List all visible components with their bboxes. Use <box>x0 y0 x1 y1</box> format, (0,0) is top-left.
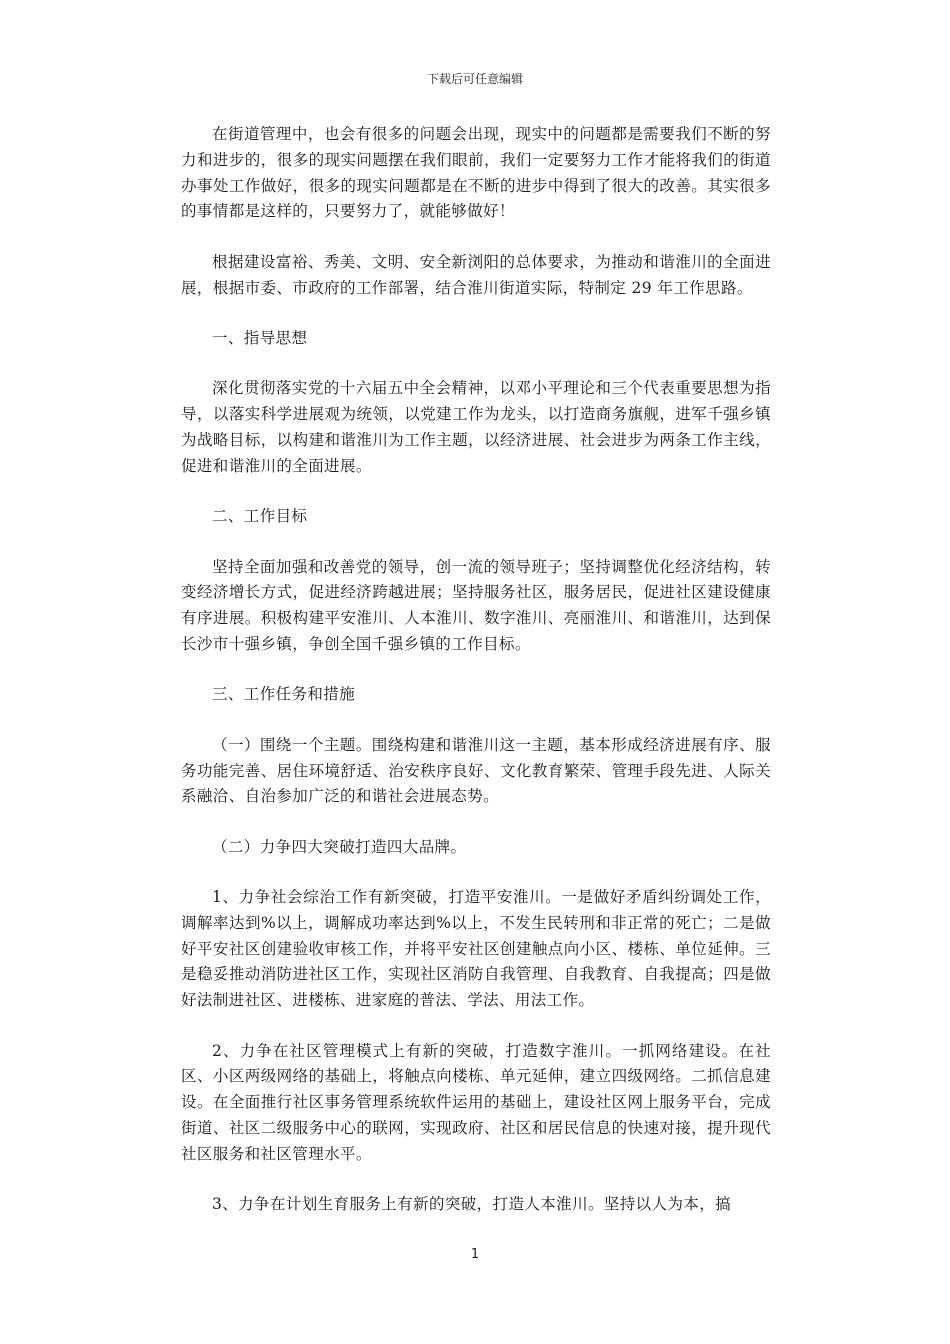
section-heading-tasks-measures: 三、工作任务和措施 <box>212 685 356 704</box>
paragraph-item-2: 2、力争在社区管理模式上有新的突破，打造数字淮川。一抓网络建设。在社区、小区两级网络的基础上，将触点向楼栋、单元延伸，建立四级网络。二抓信息建设。在全面推行社区事务管理系统软件运用的基础上，建设社区网上服务平台，完成街道、社区二级服务中心的联网，实现政府、社区和居民信息的快速对接，提升现代社区服务和社区管理水平。 <box>181 1041 771 1163</box>
page-header-note: 下载后可任意编辑 <box>426 72 523 86</box>
paragraph-item-1: 1、力争社会综治工作有新突破，打造平安淮川。一是做好矛盾纠纷调处工作，调解率达到%以上，调解成功率达到%以上，不发生民转刑和非正常的死亡；二是做好平安社区创建验收审核工作，并将平安社区创建触点向小区、楼栋、单位延伸。三是稳妥推动消防进社区工作，实现社区消防自我管理、自我教育、自我提高；四是做好法制进社区、进楼栋、进家庭的普法、学法、用法工作。 <box>181 888 771 1010</box>
paragraph-intro: 在街道管理中，也会有很多的问题会出现，现实中的问题都是需要我们不断的努力和进步的，很多的现实问题摆在我们眼前，我们一定要努力工作才能将我们的街道办事处工作做好，很多的现实问题都是在不断的进步中得到了很大的改善。其实很多的事情都是这样的，只要努力了，就能够做好！ <box>181 125 771 221</box>
section-heading-work-goals: 二、工作目标 <box>212 507 308 526</box>
paragraph-work-goals: 坚持全面加强和改善党的领导，创一流的领导班子；坚持调整优化经济结构，转变经济增长方式，促进经济跨越进展；坚持服务社区，服务居民，促进社区建设健康有序进展。积极构建平安淮川、人本淮川、数字淮川、亮丽淮川、和谐淮川，达到保长沙市十强乡镇，争创全国千强乡镇的工作目标。 <box>181 557 771 653</box>
paragraph-requirements: 根据建设富裕、秀美、文明、安全新浏阳的总体要求，为推动和谐淮川的全面进展，根据市委、市政府的工作部署，结合淮川街道实际，特制定 29 年工作思路。 <box>181 252 771 297</box>
paragraph-one-theme: （一）围绕一个主题。围绕构建和谐淮川这一主题，基本形成经济进展有序、服务功能完善、居住环境舒适、治安秩序良好、文化教育繁荣、管理手段先进、人际关系融洽、自治参加广泛的和谐社会进展态势。 <box>181 735 771 806</box>
page-number: 1 <box>470 1247 480 1262</box>
document-body <box>181 122 771 1243</box>
paragraph-item-3: 3、力争在计划生育服务上有新的突破，打造人本淮川。坚持以人为本，搞 <box>212 1195 732 1214</box>
paragraph-guiding-ideology: 深化贯彻落实党的十六届五中全会精神，以邓小平理论和三个代表重要思想为指导，以落实科学进展观为统领，以党建工作为龙头，以打造商务旗舰，进军千强乡镇为战略目标，以构建和谐淮川为工作主题，以经济进展、社会进步为两条工作主线，促进和谐淮川的全面进展。 <box>181 379 771 475</box>
paragraph-four-breakthroughs: （二）力争四大突破打造四大品牌。 <box>212 837 467 856</box>
section-heading-guiding-ideology: 一、指导思想 <box>212 328 308 347</box>
